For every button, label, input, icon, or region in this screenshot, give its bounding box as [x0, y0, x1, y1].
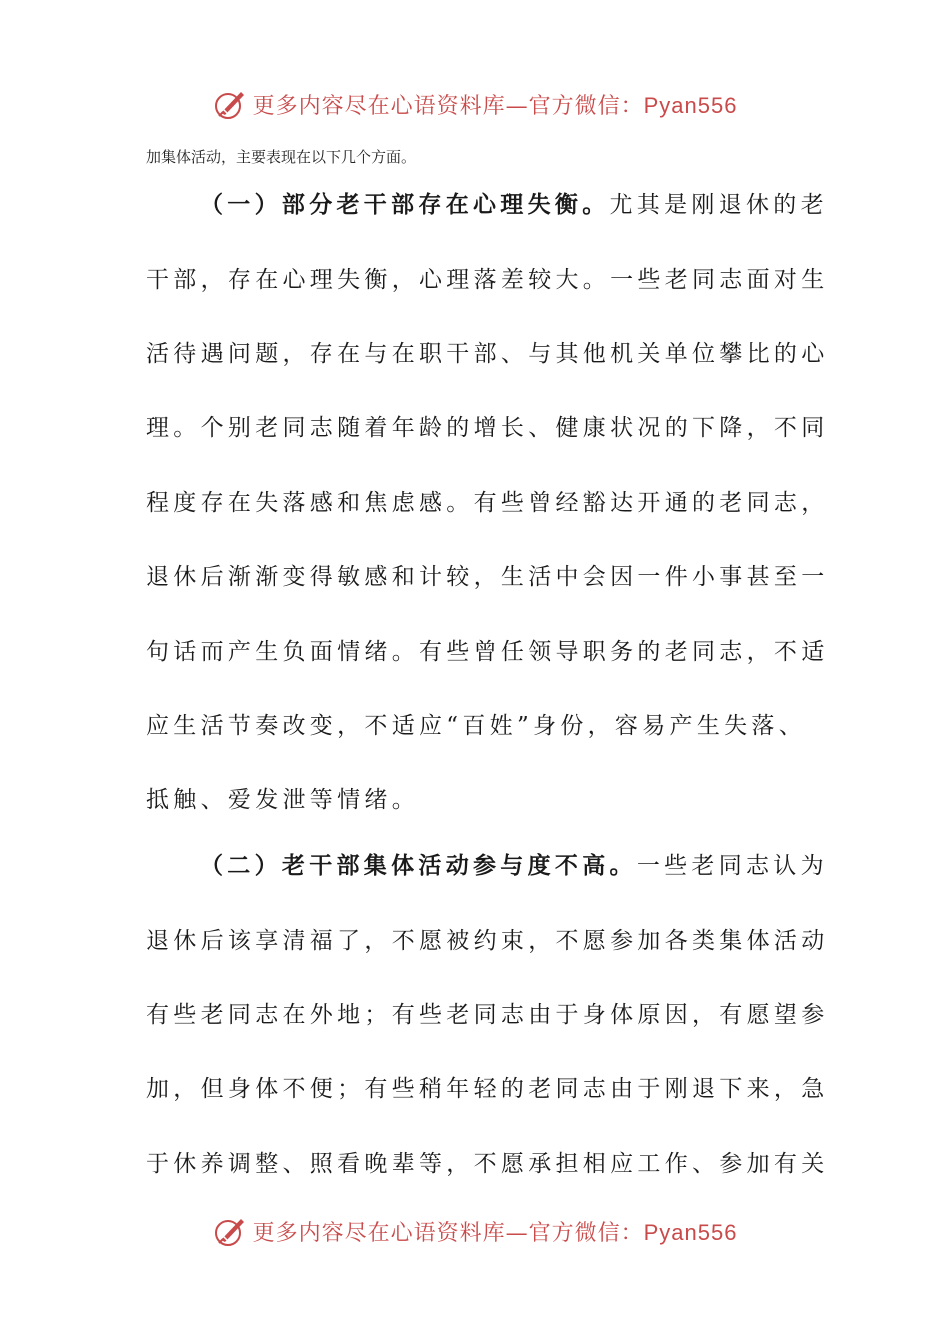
quill-logo-icon — [213, 1214, 247, 1248]
watermark-text: 更多内容尽在心语资料库—官方微信：Pyan556 — [252, 92, 738, 119]
paragraph-1-line-7: 句话而产生负面情绪。有些曾任领导职务的老同志，不适 — [146, 639, 829, 665]
paragraph-2-line-5: 于休养调整、照看晚辈等，不愿承担相应工作、参加有关 — [146, 1151, 829, 1177]
document-continuation-line: 加集体活动，主要表现在以下几个方面。 — [146, 148, 417, 166]
paragraph-1-line-2: 干部，存在心理失衡，心理落差较大。一些老同志面对生 — [146, 267, 829, 293]
watermark-text: 更多内容尽在心语资料库—官方微信：Pyan556 — [252, 1219, 738, 1246]
watermark-banner-top — [0, 84, 950, 124]
paragraph-2-line-3: 有些老同志在外地；有些老同志由于身体原因，有愿望参 — [146, 1002, 829, 1028]
paragraph-1-line-9: 抵触、爱发泄等情绪。 — [146, 787, 419, 813]
paragraph-1-line-6: 退休后渐渐变得敏感和计较，生活中会因一件小事甚至一 — [146, 564, 829, 590]
wechat-id: Pyan556 — [643, 1219, 738, 1245]
paragraph-1-line-8: 应生活节奏改变，不适应“百姓”身份，容易产生失落、 — [146, 713, 807, 739]
paragraph-2-line-2: 退休后该享清福了，不愿被约束，不愿参加各类集体活动 — [146, 928, 829, 954]
quill-logo-icon — [213, 87, 247, 121]
section-heading-2: （二）老干部集体活动参与度不高。 — [200, 852, 637, 879]
paragraph-1-line-4: 理。个别老同志随着年龄的增长、健康状况的下降，不同 — [146, 415, 829, 441]
paragraph-2-line-1: （二）老干部集体活动参与度不高。一些老同志认为 — [200, 852, 828, 879]
section-heading-1: （一）部分老干部存在心理失衡。 — [200, 191, 610, 218]
paragraph-1-line-5: 程度存在失落感和焦虑感。有些曾经豁达开通的老同志， — [146, 490, 829, 516]
watermark-banner-bottom — [0, 1211, 950, 1251]
paragraph-1-line-3: 活待遇问题，存在与在职干部、与其他机关单位攀比的心 — [146, 341, 829, 367]
paragraph-1-line-1: （一）部分老干部存在心理失衡。尤其是刚退休的老 — [200, 191, 828, 218]
paragraph-2-line-4: 加，但身体不便；有些稍年轻的老同志由于刚退下来，急 — [146, 1076, 829, 1102]
wechat-id: Pyan556 — [643, 92, 738, 118]
